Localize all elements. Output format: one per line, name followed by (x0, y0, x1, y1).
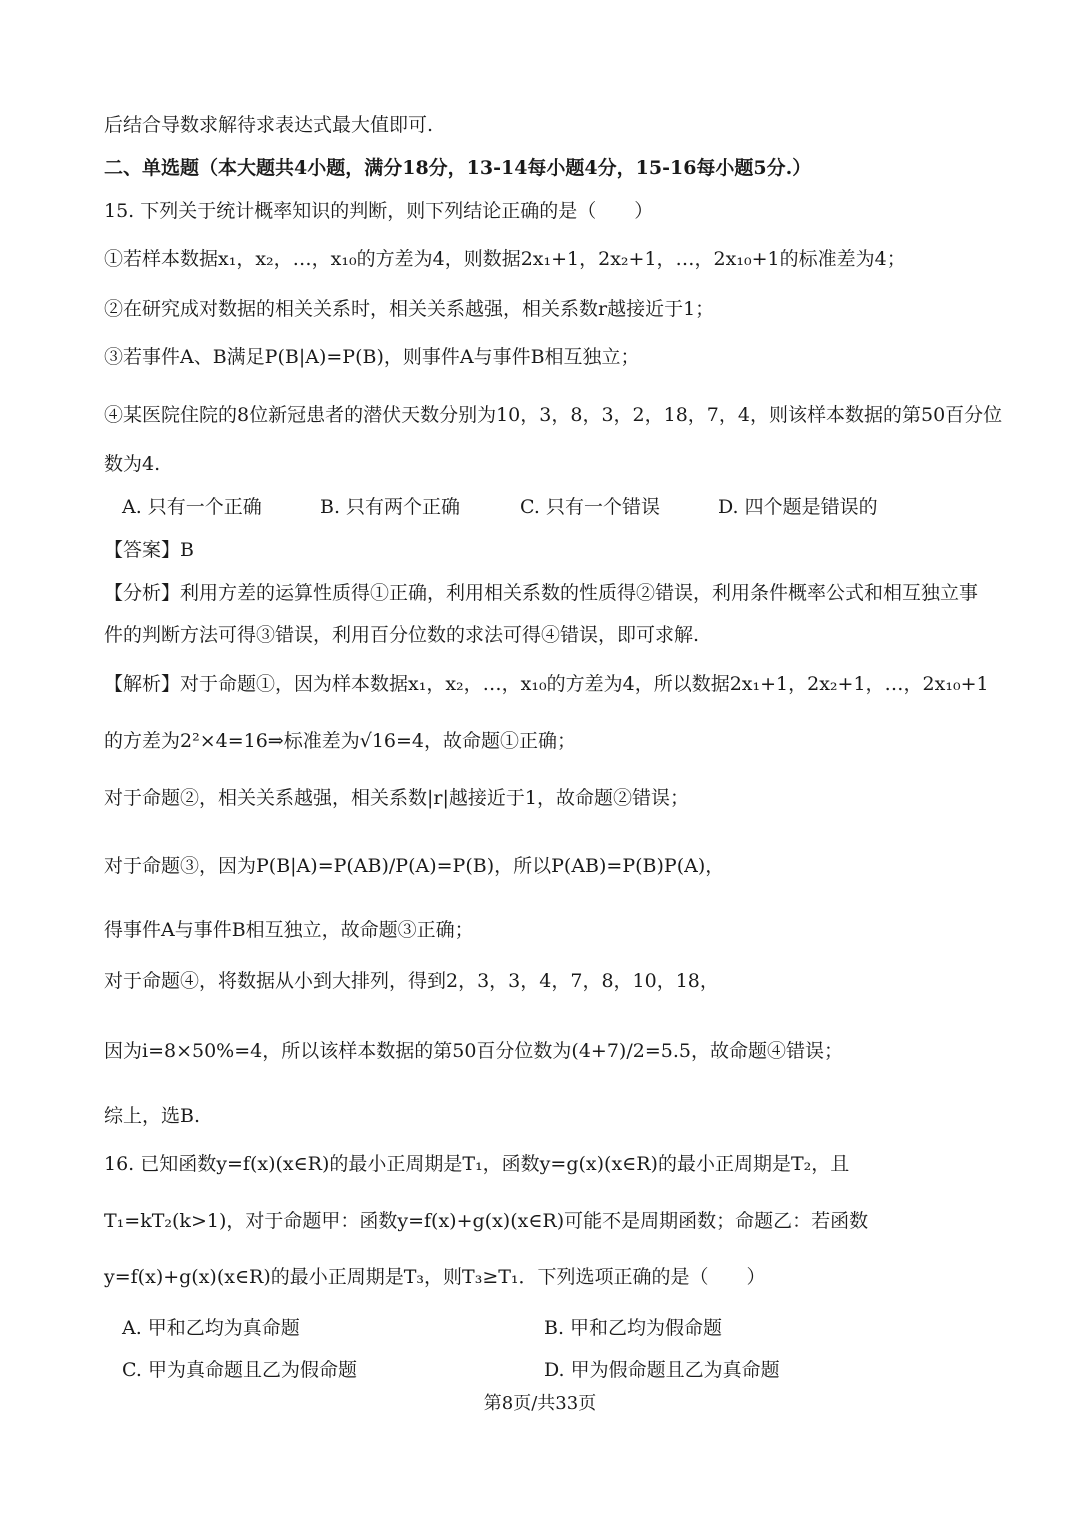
option-b: B. 甲和乙均为假命题 (544, 1317, 723, 1339)
question-15-statement-1: ①若样本数据x₁，x₂，…，x₁₀的方差为4，则数据2x₁+1，2x₂+1，…，2x₁₀+1的标准差为4； (104, 248, 906, 270)
text-line-conclusion: 后结合导数求解待求表达式最大值即可. (104, 114, 434, 136)
page-footer: 第8页/共33页 (483, 1393, 597, 1414)
section-heading: 二、单选题（本大题共4小题，满分18分，13-14每小题4分，15-16每小题5分.） (104, 157, 812, 179)
solution-line-5: 得事件A与事件B相互独立，故命题③正确； (104, 919, 474, 941)
solution-line-3: 对于命题②，相关关系越强，相关系数|r|越接近于1，故命题②错误； (104, 787, 689, 809)
question-15-statement-4: ④某医院住院的8位新冠患者的潜伏天数分别为10，3，8，3，2，18，7，4，则该样本数据的第50百分位 (104, 404, 1003, 426)
solution-conclusion: 综上，选B. (104, 1105, 201, 1127)
option-c: C. 只有一个错误 (520, 496, 660, 518)
option-b: B. 只有两个正确 (320, 496, 461, 518)
question-15-stem: 15. 下列关于统计概率知识的判断，则下列结论正确的是（ ） (104, 200, 654, 222)
question-15-statement-2: ②在研究成对数据的相关关系时，相关关系越强，相关系数r越接近于1； (104, 298, 715, 320)
option-d: D. 四个题是错误的 (718, 496, 878, 518)
question-16-stem-1: 16. 已知函数y=f(x)(x∈R)的最小正周期是T₁，函数y=g(x)(x∈R)的最小正周期是T₂，且 (104, 1153, 850, 1175)
solution-line-1: 【解析】对于命题①，因为样本数据x₁，x₂，…，x₁₀的方差为4，所以数据2x₁+1，2x₂+1，…，2x₁₀+1 (104, 673, 989, 695)
analysis-line-1: 【分析】利用方差的运算性质得①正确，利用相关系数的性质得②错误，利用条件概率公式和相互独立事 (104, 582, 979, 604)
solution-line-2: 的方差为2²×4=16⇒标准差为√16=4，故命题①正确； (104, 730, 577, 752)
question-15-statement-4-cont: 数为4. (104, 453, 161, 475)
analysis-line-2: 件的判断方法可得③错误，利用百分位数的求法可得④错误，即可求解. (104, 624, 700, 646)
question-16-stem-2: T₁=kT₂(k>1)，对于命题甲：函数y=f(x)+g(x)(x∈R)可能不是周期函数；命题乙：若函数 (104, 1210, 869, 1232)
option-a: A. 只有一个正确 (122, 496, 262, 518)
answer-label: 【答案】B (104, 539, 194, 561)
question-15-statement-3: ③若事件A、B满足P(B|A)=P(B)，则事件A与事件B相互独立； (104, 346, 640, 368)
option-a: A. 甲和乙均为真命题 (122, 1317, 300, 1339)
solution-line-4: 对于命题③，因为P(B|A)=P(AB)/P(A)=P(B)，所以P(AB)=P(B)P(A)， (104, 855, 725, 877)
solution-line-6: 对于命题④，将数据从小到大排列，得到2，3，3，4，7，8，10，18， (104, 970, 719, 992)
option-c: C. 甲为真命题且乙为假命题 (122, 1359, 357, 1381)
question-16-stem-3: y=f(x)+g(x)(x∈R)的最小正周期是T₃，则T₃≥T₁．下列选项正确的是（ ） (104, 1266, 766, 1288)
solution-line-7: 因为i=8×50%=4，所以该样本数据的第50百分位数为(4+7)/2=5.5，故命题④错误； (104, 1040, 843, 1062)
option-d: D. 甲为假命题且乙为真命题 (544, 1359, 780, 1381)
